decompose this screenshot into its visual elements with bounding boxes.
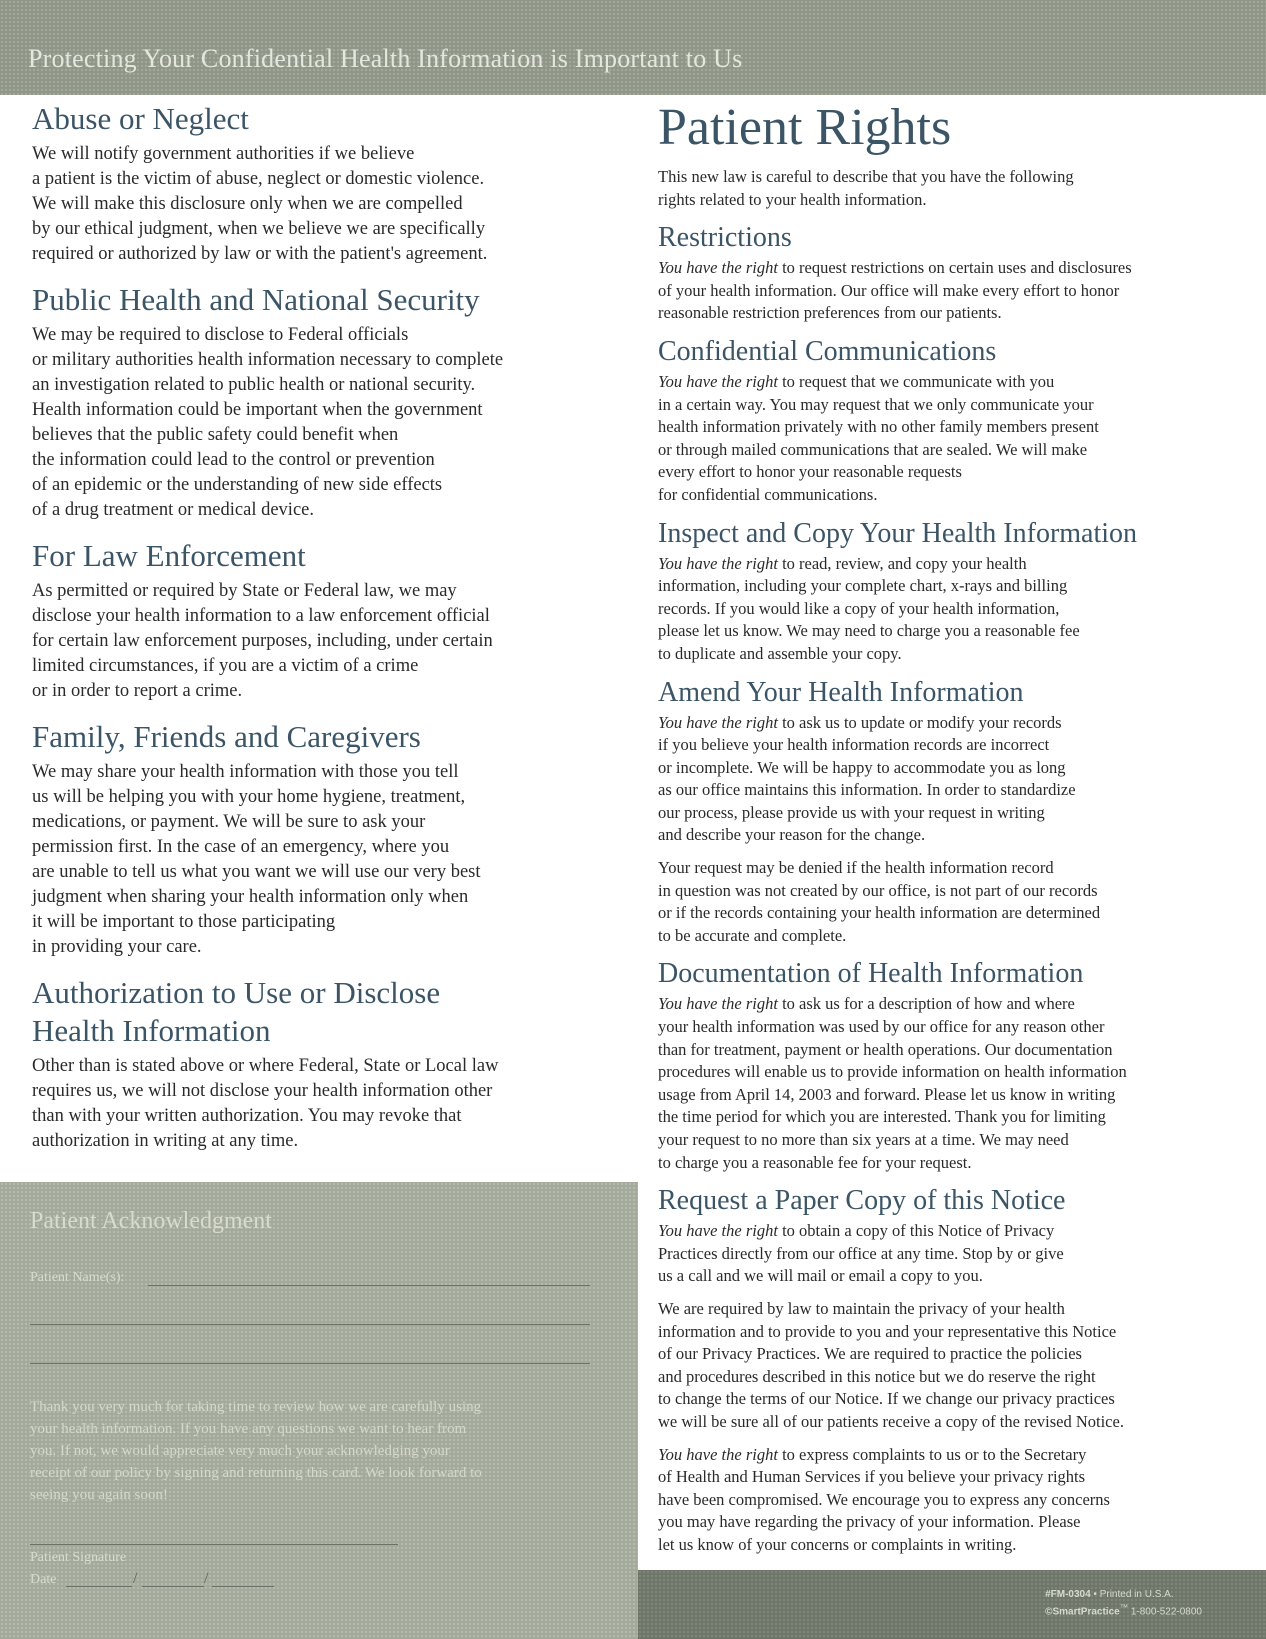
footer-line-2 (1045, 1601, 1202, 1618)
date-separator: / (204, 1570, 209, 1587)
rights-body-amend (658, 712, 1218, 848)
section-heading-family: Family, Friends and Caregivers (32, 719, 421, 754)
footer-imprint (1045, 1588, 1202, 1618)
rights-body-inspect (658, 553, 1218, 666)
rights-heading-documentation: Documentation of Health Information (658, 958, 1084, 990)
date-month-line[interactable] (66, 1586, 132, 1587)
section-heading-public-health: Public Health and National Security (32, 282, 480, 317)
date-year-line[interactable] (212, 1586, 274, 1587)
lead-phrase: You have the right (658, 258, 778, 278)
section-heading-abuse: Abuse or Neglect (32, 101, 249, 136)
lead-phrase: You have the right (658, 712, 778, 732)
rights-heading-inspect: Inspect and Copy Your Health Information (658, 517, 1138, 549)
header-banner (0, 0, 1266, 95)
rights-body-confidential (658, 371, 1218, 507)
rights-body-restrictions (658, 257, 1218, 325)
printed-note: • Printed in U.S.A. (1090, 1589, 1174, 1600)
patient-name-line-2[interactable] (30, 1324, 590, 1325)
lead-phrase: You have the right (658, 994, 778, 1014)
form-code: #FM-0304 (1045, 1589, 1091, 1600)
rights-text: to obtain a copy of this Notice of Privacy Practices directly from our office at any time. Stop by or give us a call and we will mail or email a copy to you. (658, 1221, 1064, 1286)
lead-phrase: You have the right (658, 371, 778, 391)
lead-phrase: You have the right (658, 1444, 778, 1464)
rights-heading-confidential: Confidential Communications (658, 335, 997, 367)
phone-number: 1-800-522-0800 (1128, 1606, 1202, 1618)
patient-name-line-3[interactable] (30, 1363, 590, 1364)
signature-line[interactable] (30, 1544, 398, 1545)
banner-title: Protecting Your Confidential Health Information is Important to Us (28, 44, 743, 73)
rights-text: to request restrictions on certain uses and disclosures of your health information. Our office will make every effort to honor reasonable restriction preferences from our patients. (658, 258, 1132, 323)
rights-body-complaints (658, 1444, 1218, 1557)
footer-line-1 (1045, 1588, 1202, 1601)
right-column (658, 98, 1218, 1557)
date-label: Date (30, 1572, 57, 1587)
section-body-abuse: We will notify government authorities if we believe a patient is the victim of abuse, neglect or domestic violence. We will make this disclosure only when we are compelled by our ethical judgment, when we believe we are specifically required or authorized by law or with the patient's agreement. (32, 144, 488, 264)
signature-label: Patient Signature (30, 1550, 127, 1565)
rights-text: to request that we communicate with you in a certain way. You may request that we only communicate your health information privately with no other family members present or through mailed communications that are sealed. We will make every effort to honor your reasonable requests for confidential communications. (658, 371, 1099, 504)
section-body-family: We may share your health information with those you tell us will be helping you with your home hygiene, treatment, medications, or payment. We will be sure to ask your permission first. In the case of an emergency, where you are unable to tell us what you want we will use our very best judgment when sharing your health information only when it will be important to those participating in providing your care. (32, 762, 481, 957)
rights-text: to read, review, and copy your health information, including your complete chart, x-rays and billing records. If you would like a copy of your health information, please let us know. We may need to charge you a reasonable fee to duplicate and assemble your copy. (658, 553, 1080, 663)
trademark: ™ (1119, 1602, 1129, 1612)
patient-name-line-1[interactable] (148, 1285, 590, 1286)
section-heading-law-enforcement: For Law Enforcement (32, 538, 306, 573)
page-title: Patient Rights (658, 99, 952, 156)
rights-body-amend-denial: Your request may be denied if the health information record in question was not created by our office, is not part of our records or if the records containing your health information are determined to be accurate and complete. (658, 858, 1101, 945)
rights-text: to ask us for a description of how and where your health information was used by our office for any reason other than for treatment, payment or health operations. Our documentation procedures will enable us to provide information on health information usage from April 14, 2003 and forward. Please let us know in writing the time period for which you are interested. Thank you for limiting your request to no more than six years at a time. We may need to charge you a reasonable fee for your request. (658, 994, 1127, 1172)
rights-body-paper-copy (658, 1220, 1218, 1288)
section-body-authorization: Other than is stated above or where Federal, State or Local law requires us, we will not disclose your health information other than with your written authorization. You may revoke that authorization in writing at any time. (32, 1056, 499, 1151)
section-body-public-health: We may be required to disclose to Federal officials or military authorities health information necessary to complete an investigation related to public health or national security. Health information could be important when the government believes that the public safety could benefit when the information could lead to the control or prevention of an epidemic or the understanding of new side effects of a drug treatment or medical device. (32, 325, 504, 520)
lead-phrase: You have the right (658, 1221, 778, 1241)
rights-heading-restrictions: Restrictions (658, 222, 792, 254)
rights-body-privacy-duty: We are required by law to maintain the privacy of your health information and to provide to you and your representative this Notice of our Privacy Practices. We are required to practice the policies and procedures described in this notice but we do reserve the right to change the terms of our Notice. If we change our privacy practices we will be sure all of our patients receive a copy of the revised Notice. (658, 1298, 1124, 1431)
date-separator: / (133, 1570, 138, 1587)
footer-strip (638, 1570, 1266, 1639)
left-column (32, 100, 592, 1154)
rights-heading-amend: Amend Your Health Information (658, 676, 1024, 708)
acknowledgment-card (0, 1182, 638, 1639)
rights-body-documentation (658, 993, 1218, 1174)
acknowledgment-message: Thank you very much for taking time to review how we are carefully using your health information. If you have any questions we want to hear from you. If not, we would appreciate very much your acknowledging your receipt of our policy by signing and returning this card. We look forward to seeing you again soon! (30, 1399, 482, 1503)
lead-phrase: You have the right (658, 553, 778, 573)
section-heading-authorization: Authorization to Use or Disclose Health Information (32, 975, 441, 1048)
acknowledgment-title: Patient Acknowledgment (30, 1208, 272, 1234)
patient-name-label: Patient Name(s): (30, 1270, 125, 1285)
rights-heading-paper-copy: Request a Paper Copy of this Notice (658, 1185, 1066, 1217)
date-day-line[interactable] (142, 1586, 204, 1587)
section-body-law-enforcement: As permitted or required by State or Federal law, we may disclose your health information to a law enforcement official for certain law enforcement purposes, including, under certain limited circumstances, if you are a victim of a crime or in order to report a crime. (32, 581, 493, 701)
brand-name: ©SmartPractice (1045, 1606, 1120, 1618)
rights-intro: This new law is careful to describe that you have the following rights related to your health information. (658, 167, 1074, 209)
rights-text: to ask us to update or modify your records if you believe your health information records are incorrect or incomplete. We will be happy to accommodate you as long as our office maintains this information. In order to standardize our process, please provide us with your request in writing and describe your reason for the change. (658, 712, 1076, 845)
rights-text: to express complaints to us or to the Secretary of Health and Human Services if you believe your privacy rights have been compromised. We encourage you to express any concerns you may have regarding the privacy of your information. Please let us know of your concerns or complaints in writing. (658, 1444, 1110, 1554)
